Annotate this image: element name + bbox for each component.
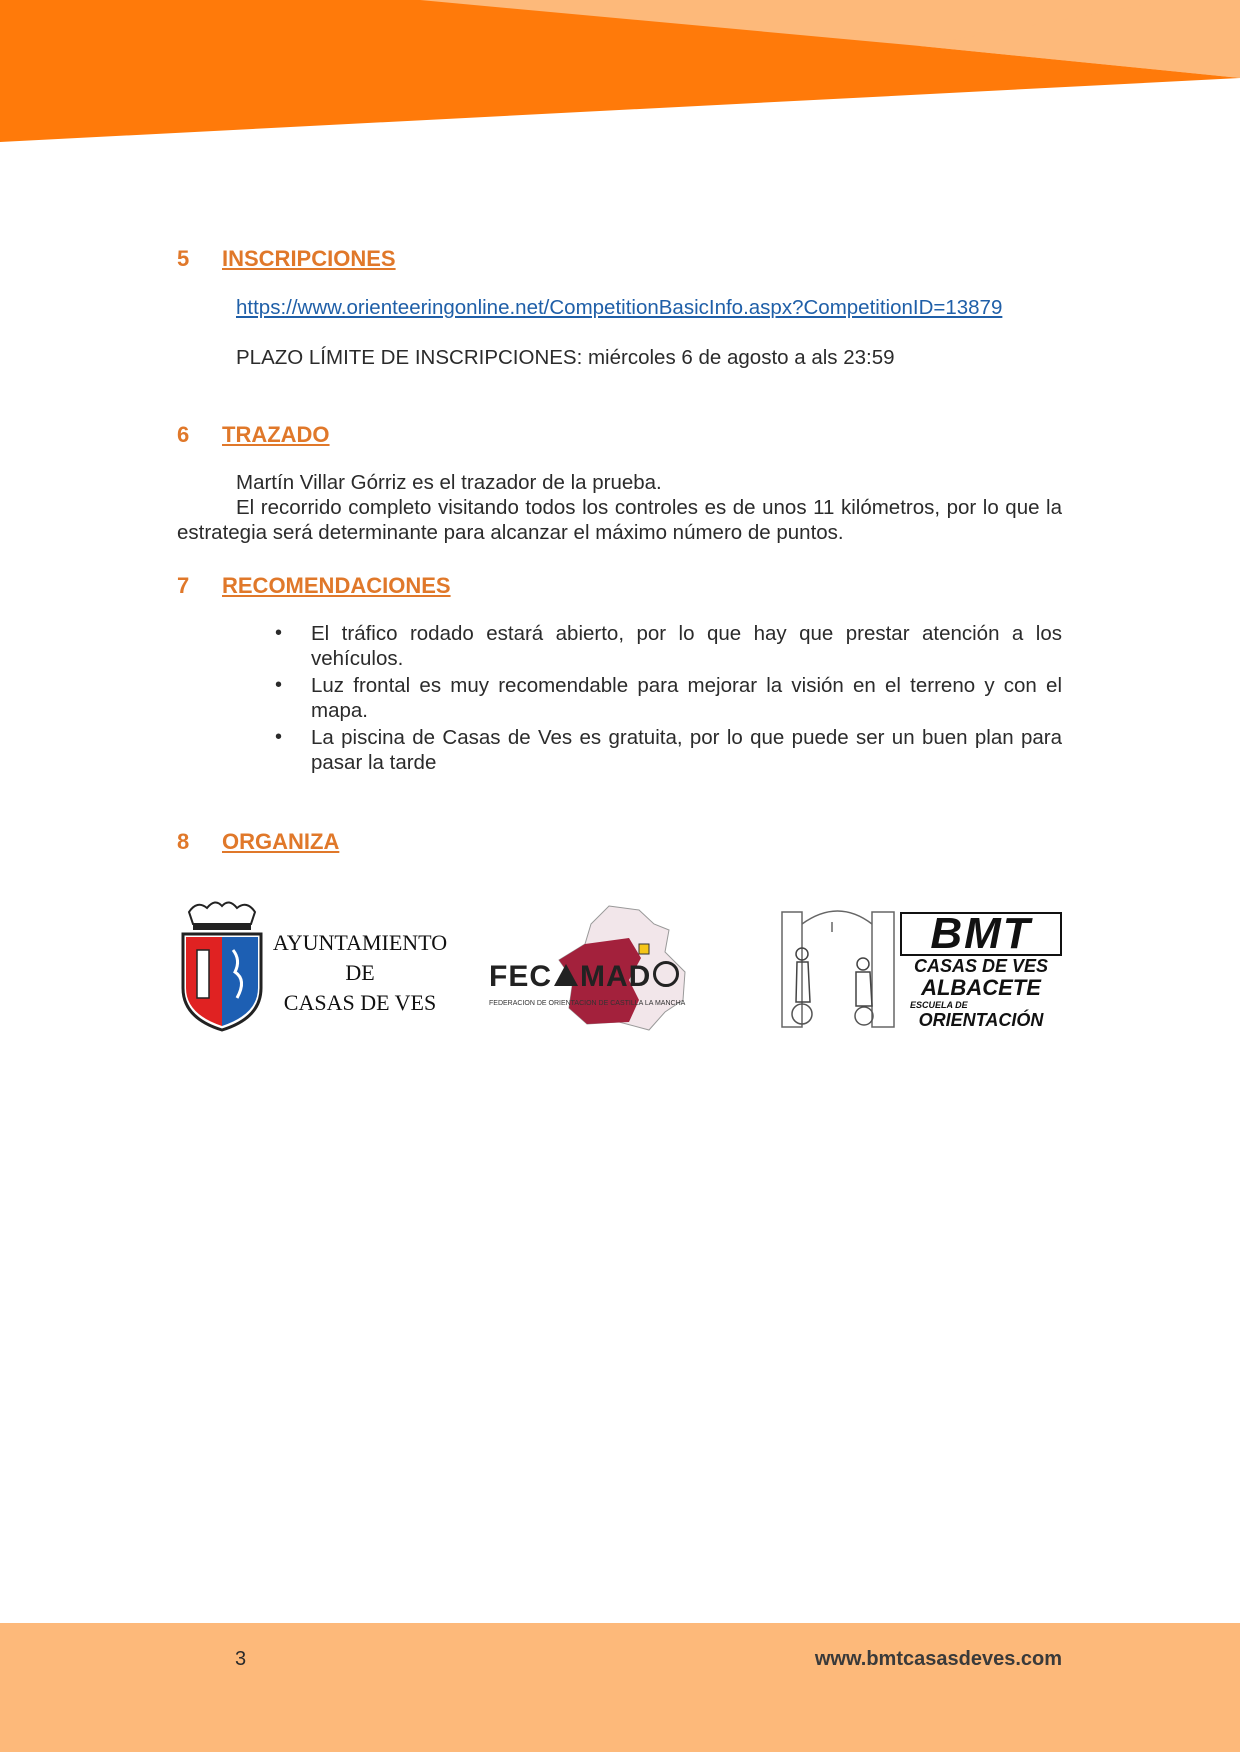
page-footer — [0, 1623, 1240, 1752]
registration-link[interactable]: https://www.orienteeringonline.net/CompetitionBasicInfo.aspx?CompetitionID=13879 — [236, 296, 1003, 319]
section-number: 5 — [177, 246, 190, 271]
list-item: • Luz frontal es muy recomendable para mejorar la visión en el terreno y con el mapa. — [275, 674, 1062, 722]
section-heading — [177, 246, 1062, 272]
section-inscripciones — [177, 246, 1062, 370]
section-number: 6 — [177, 422, 190, 447]
section-number: 7 — [177, 573, 190, 598]
recommendations-list — [177, 621, 1062, 775]
triangle-icon — [554, 964, 578, 986]
header-decoration — [0, 0, 1240, 145]
logo-text: ESCUELA DE — [910, 1000, 968, 1010]
list-item: • La piscina de Casas de Ves es gratuita, por lo que puede ser un buen plan para pasar la tarde — [275, 726, 1062, 774]
section-trazado — [177, 422, 1062, 545]
bullet-icon: • — [275, 726, 283, 748]
logo-subtitle: FEDERACION DE ORIENTACION DE CASTILLA LA MANCHA — [489, 1000, 686, 1007]
section-recomendaciones — [177, 573, 1062, 777]
fecomado-logo — [489, 900, 709, 1035]
logo-text: FEC — [489, 960, 552, 993]
logo-text: CASAS DE VES — [913, 956, 1049, 976]
section-number: 8 — [177, 829, 190, 854]
section-organiza — [177, 829, 1062, 855]
course-setter-text: Martín Villar Górriz es el trazador de la prueba. — [236, 471, 662, 494]
logo-text: DE — [345, 960, 375, 985]
logo-text: BMT — [900, 912, 1062, 956]
bmt-logo — [772, 900, 1062, 1035]
website-link[interactable]: www.bmtcasasdeves.com — [814, 1648, 1062, 1670]
coat-of-arms-icon — [177, 900, 267, 1035]
bullet-icon: • — [275, 622, 283, 644]
logo-text: ALBACETE — [921, 975, 1041, 1000]
course-description-text: El recorrido completo visitando todos los controles es de unos 11 kilómetros, por lo que la estrategia será determinante para alcanzar el máximo número de puntos. — [177, 496, 1062, 544]
organizer-logos — [177, 900, 1062, 1035]
ayuntamiento-logo — [177, 900, 457, 1035]
list-item: • El tráfico rodado estará abierto, por lo que hay que prestar atención a los vehículos. — [275, 622, 1062, 670]
section-title: INSCRIPCIONES — [222, 246, 396, 271]
logo-text: ORIENTACIÓN — [918, 1010, 1044, 1030]
section-heading — [177, 829, 1062, 855]
logo-text: MAD — [580, 960, 652, 993]
section-heading — [177, 573, 1062, 599]
circle-icon — [653, 961, 679, 987]
section-title: RECOMENDACIONES — [222, 573, 451, 598]
section-title: TRAZADO — [222, 422, 330, 447]
section-title: ORGANIZA — [222, 829, 340, 854]
deadline-text: PLAZO LÍMITE DE INSCRIPCIONES: miércoles 6 de agosto a als 23:59 — [236, 346, 895, 369]
bullet-icon: • — [275, 674, 283, 696]
logo-text: AYUNTAMIENTO — [272, 930, 448, 955]
section-heading — [177, 422, 1062, 448]
page-number: 3 — [235, 1648, 247, 1670]
logo-text: CASAS DE VES — [283, 990, 437, 1015]
cyclists-sketch-icon — [772, 902, 902, 1032]
